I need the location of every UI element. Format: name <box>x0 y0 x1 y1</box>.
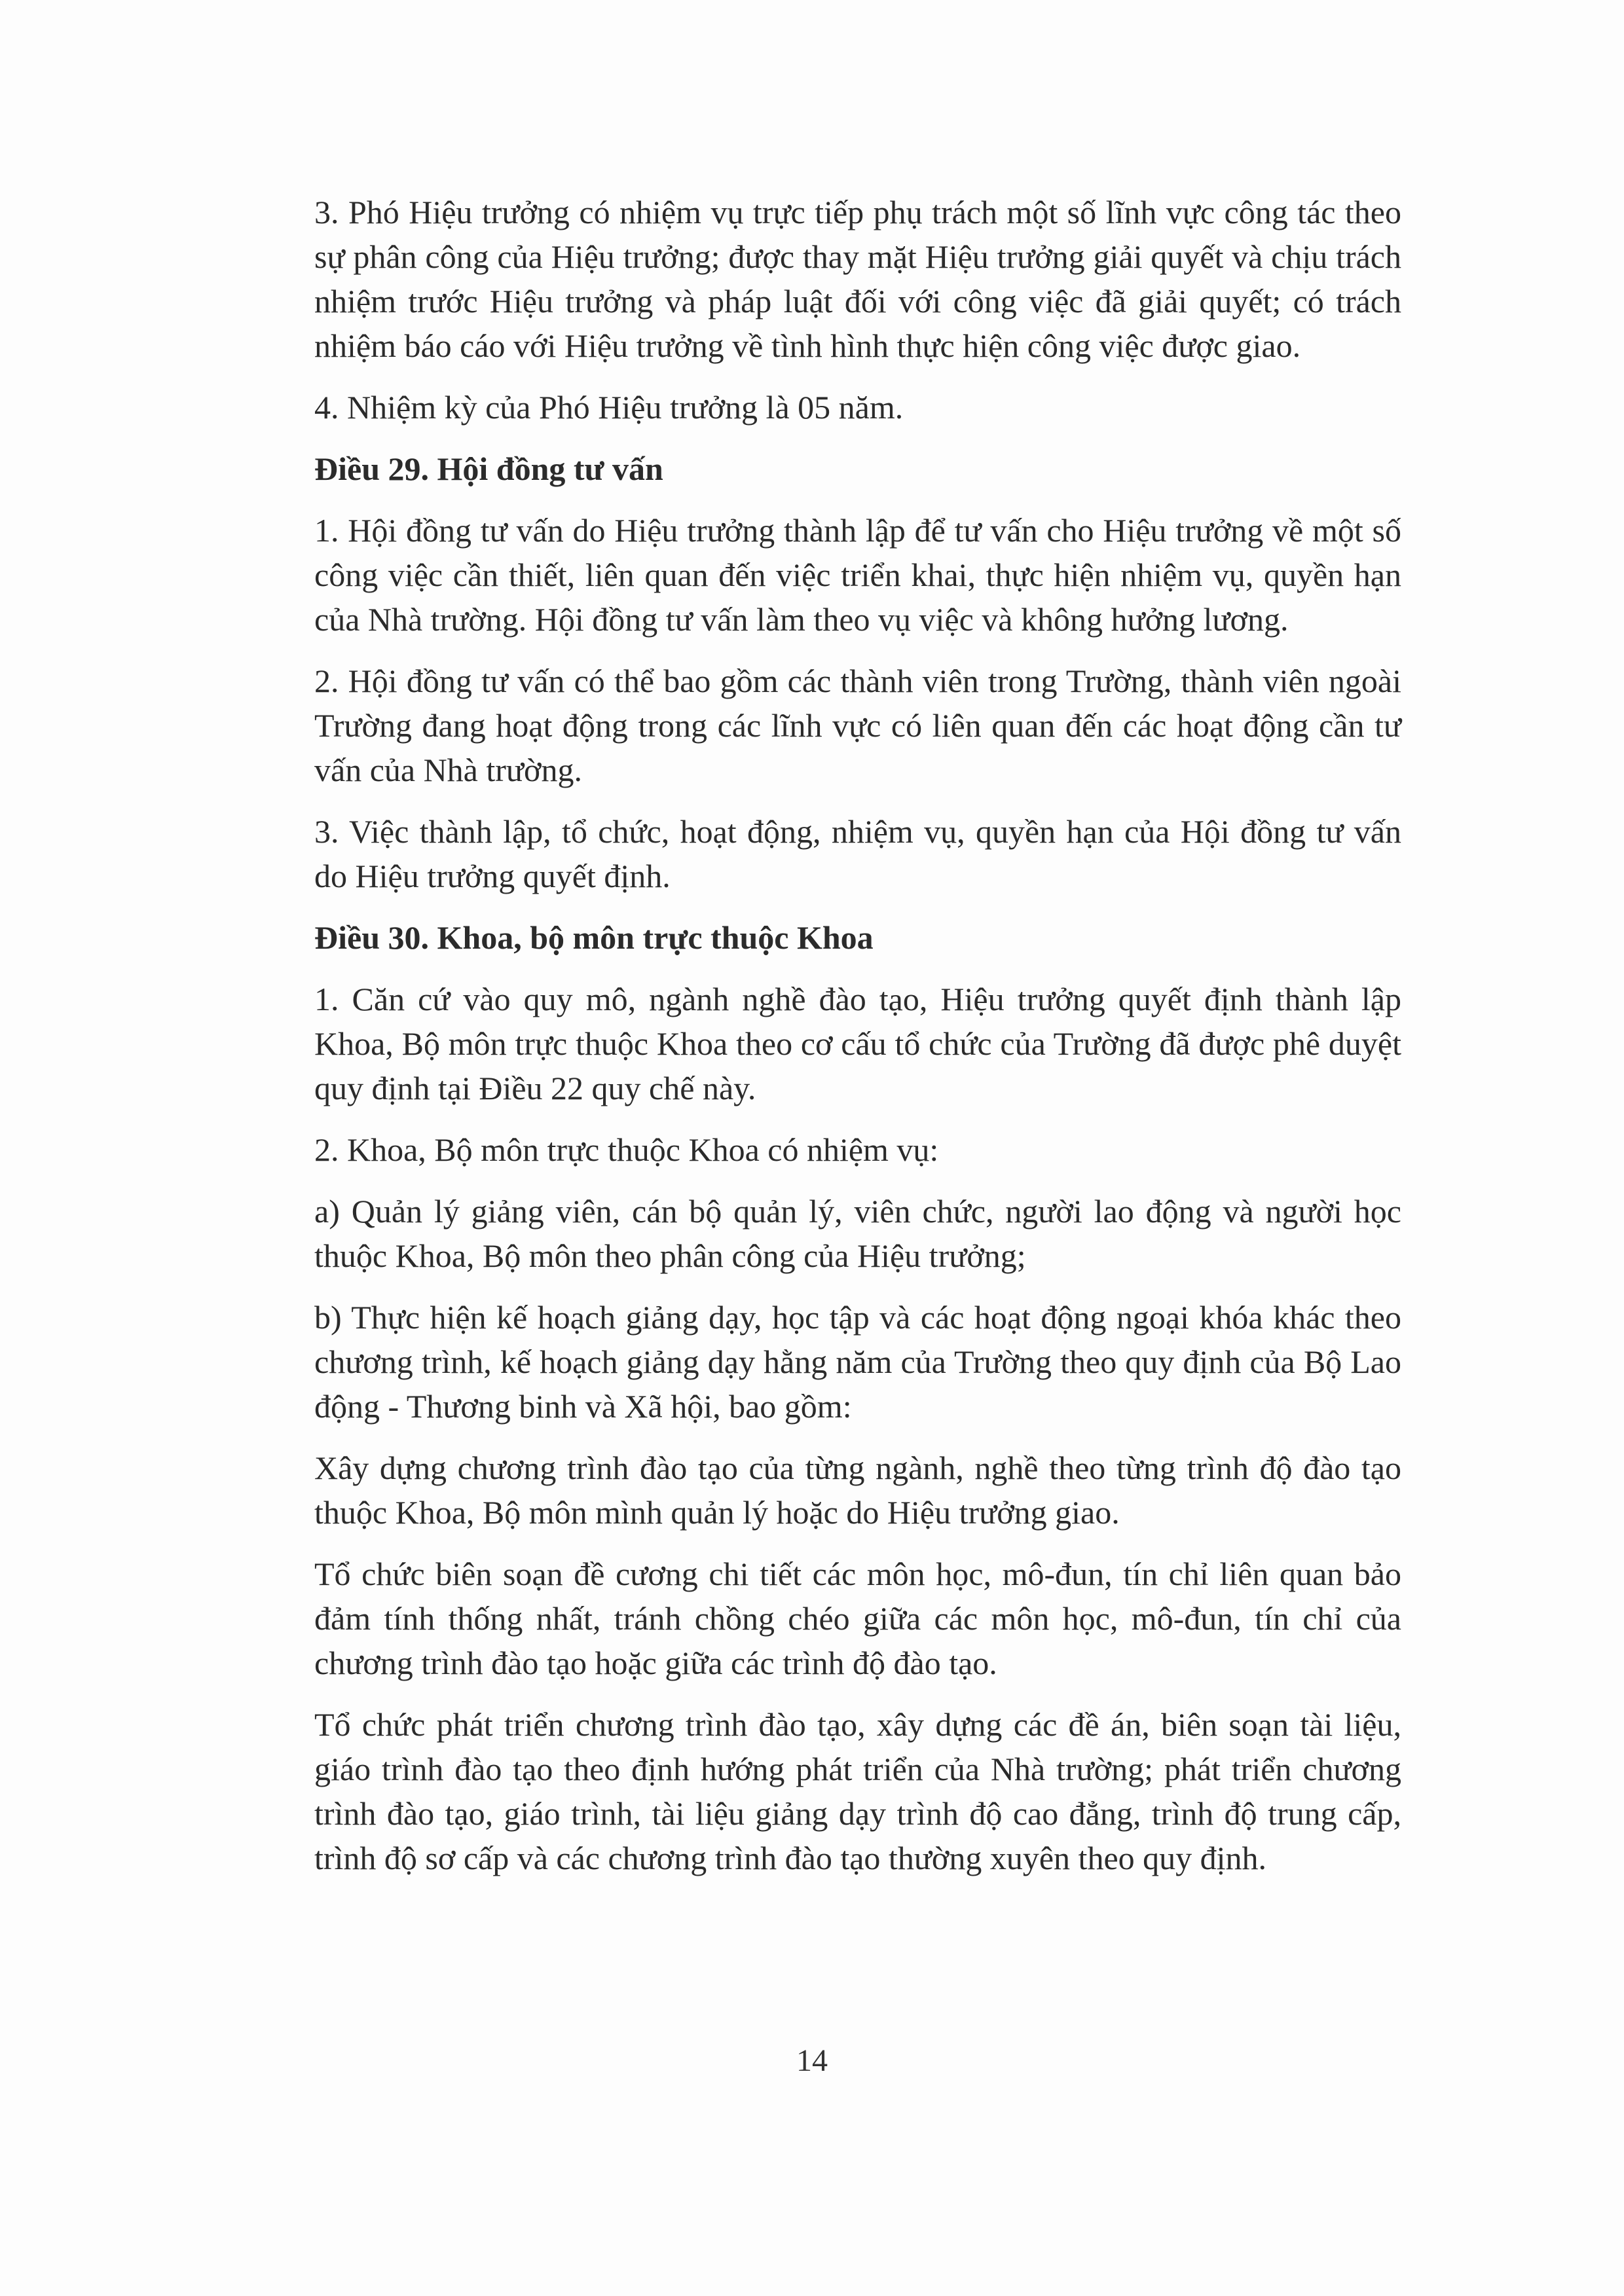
article-30-item-b: b) Thực hiện kế hoạch giảng dạy, học tập và các hoạt động ngoại khóa khác theo chương trình, kế hoạch giảng dạy hằng năm của Trường theo quy định của Bộ Lao động - Thương binh và Xã hội, bao gồm: <box>314 1299 1401 1425</box>
article-30-item-a: a) Quản lý giảng viên, cán bộ quản lý, viên chức, người lao động và người học thuộc Khoa, Bộ môn theo phân công của Hiệu trưởng; <box>314 1193 1401 1274</box>
article-30-task-curriculum: Xây dựng chương trình đào tạo của từng ngành, nghề theo từng trình độ đào tạo thuộc Khoa, Bộ môn mình quản lý hoặc do Hiệu trưởng giao. <box>314 1449 1401 1531</box>
paragraph-deputy-term: 4. Nhiệm kỳ của Phó Hiệu trưởng là 05 năm. <box>314 389 904 426</box>
article-30-heading: Điều 30. Khoa, bộ môn trực thuộc Khoa <box>314 919 874 956</box>
document-body <box>314 190 1401 1897</box>
paragraph-deputy-duties: 3. Phó Hiệu trưởng có nhiệm vụ trực tiếp phụ trách một số lĩnh vực công tác theo sự phân công của Hiệu trưởng; được thay mặt Hiệu trưởng giải quyết và chịu trách nhiệm trước Hiệu trưởng và pháp luật đối với công việc đã giải quyết; có trách nhiệm báo cáo với Hiệu trưởng về tình hình thực hiện công việc được giao. <box>314 194 1401 364</box>
article-30-clause-2: 2. Khoa, Bộ môn trực thuộc Khoa có nhiệm vụ: <box>314 1131 939 1168</box>
article-29-heading: Điều 29. Hội đồng tư vấn <box>314 450 663 487</box>
article-29-clause-3: 3. Việc thành lập, tổ chức, hoạt động, nhiệm vụ, quyền hạn của Hội đồng tư vấn do Hiệu trưởng quyết định. <box>314 813 1401 894</box>
article-30-task-syllabus: Tổ chức biên soạn đề cương chi tiết các môn học, mô-đun, tín chỉ liên quan bảo đảm tính thống nhất, tránh chồng chéo giữa các môn học, mô-đun, tín chỉ của chương trình đào tạo hoặc giữa các trình độ đào tạo. <box>314 1556 1401 1681</box>
page-number: 14 <box>796 2043 828 2078</box>
article-30-clause-1: 1. Căn cứ vào quy mô, ngành nghề đào tạo, Hiệu trưởng quyết định thành lập Khoa, Bộ môn trực thuộc Khoa theo cơ cấu tổ chức của Trường đã được phê duyệt quy định tại Điều 22 quy chế này. <box>314 981 1401 1106</box>
article-29-clause-1: 1. Hội đồng tư vấn do Hiệu trưởng thành lập để tư vấn cho Hiệu trưởng về một số công việc cần thiết, liên quan đến việc triển khai, thực hiện nhiệm vụ, quyền hạn của Nhà trường. Hội đồng tư vấn làm theo vụ việc và không hưởng lương. <box>314 512 1401 638</box>
article-30-task-development: Tổ chức phát triển chương trình đào tạo, xây dựng các đề án, biên soạn tài liệu, giáo trình đào tạo theo định hướng phát triển của Nhà trường; phát triển chương trình đào tạo, giáo trình, tài liệu giảng dạy trình độ cao đẳng, trình độ trung cấp, trình độ sơ cấp và các chương trình đào tạo thường xuyên theo quy định. <box>314 1706 1401 1876</box>
article-29-clause-2: 2. Hội đồng tư vấn có thể bao gồm các thành viên trong Trường, thành viên ngoài Trường đang hoạt động trong các lĩnh vực có liên quan đến các hoạt động cần tư vấn của Nhà trường. <box>314 663 1401 788</box>
